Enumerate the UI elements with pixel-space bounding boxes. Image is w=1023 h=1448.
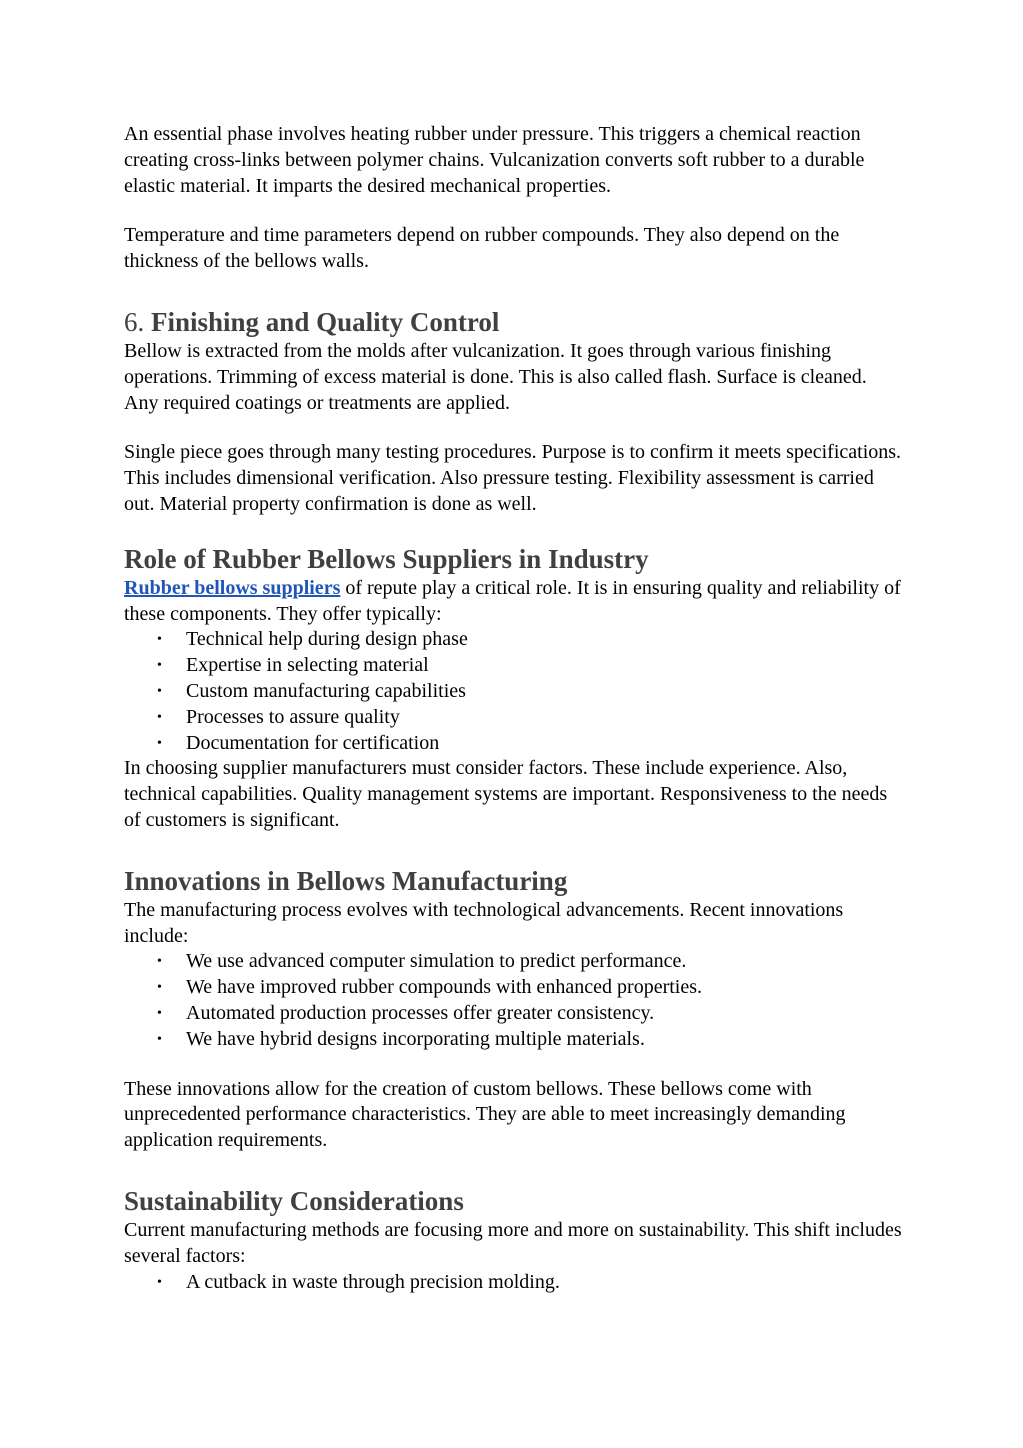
role-intro-paragraph [124,576,904,628]
section-6-number: 6. [124,306,145,337]
role-intro-text: of repute play a critical role. It is in ensuring quality and reliability of these components. They offer typically: [124,576,901,625]
role-list [124,627,904,756]
list-item: • A cutback in waste through precision molding. [124,1270,904,1296]
bullet-icon: • [157,632,162,648]
intro-paragraph-1: An essential phase involves heating rubber under pressure. This triggers a chemical reaction creating cross-links between polymer chains. Vulcanization converts soft rubber to a durable elastic material. It imparts the desired mechanical properties. [124,123,865,197]
innovations-list [124,949,904,1052]
list-item: • Automated production processes offer greater consistency. [124,1001,904,1027]
bullet-icon: • [157,1274,162,1290]
bullet-icon: • [157,954,162,970]
bullet-icon: • [157,1031,162,1047]
list-item: • We have hybrid designs incorporating multiple materials. [124,1027,904,1053]
list-item: • Custom manufacturing capabilities [124,679,904,705]
role-heading: Role of Rubber Bellows Suppliers in Industry [124,543,649,574]
bullet-icon: • [157,1005,162,1021]
list-item: • Expertise in selecting material [124,653,904,679]
bullet-icon: • [157,980,162,996]
section-6-title: Finishing and Quality Control [151,306,500,337]
bullet-icon: • [157,735,162,751]
rubber-bellows-suppliers-link[interactable]: Rubber bellows suppliers [124,576,341,599]
bullet-icon: • [157,683,162,699]
sustainability-intro-paragraph: Current manufacturing methods are focusing more and more on sustainability. This shift includes several factors: [124,1218,902,1267]
sustainability-list [124,1270,904,1296]
intro-paragraph-2: Temperature and time parameters depend on rubber compounds. They also depend on the thickness of the bellows walls. [124,224,840,273]
document-page [124,122,904,1295]
section-6-paragraph-2: Single piece goes through many testing procedures. Purpose is to confirm it meets specifications. This includes dimensional verification. Also pressure testing. Flexibility assessment is carried out. Material property confirmation is done as well. [124,441,902,515]
innovations-intro-paragraph: The manufacturing process evolves with technological advancements. Recent innovations include: [124,898,844,947]
list-item: • We use advanced computer simulation to predict performance. [124,949,904,975]
list-item: • Processes to assure quality [124,705,904,731]
list-item: • Technical help during design phase [124,627,904,653]
innovations-outro-paragraph: These innovations allow for the creation of custom bellows. These bellows come with unprecedented performance characteristics. They are able to meet increasingly demanding application requirements. [124,1077,846,1152]
innovations-heading: Innovations in Bellows Manufacturing [124,865,568,896]
role-outro-paragraph: In choosing supplier manufacturers must consider factors. These include experience. Also, technical capabilities. Quality management systems are important. Responsiveness to the needs of customers is significant. [124,757,888,831]
bullet-icon: • [157,658,162,674]
sustainability-heading: Sustainability Considerations [124,1185,464,1216]
list-item: • Documentation for certification [124,731,904,757]
section-6-paragraph-1: Bellow is extracted from the molds after vulcanization. It goes through various finishing operations. Trimming of excess material is done. This is also called flash. Surface is cleaned. Any required coatings or treatments are applied. [124,339,867,414]
list-item: • We have improved rubber compounds with enhanced properties. [124,975,904,1001]
section-6-heading [124,305,904,339]
bullet-icon: • [157,709,162,725]
